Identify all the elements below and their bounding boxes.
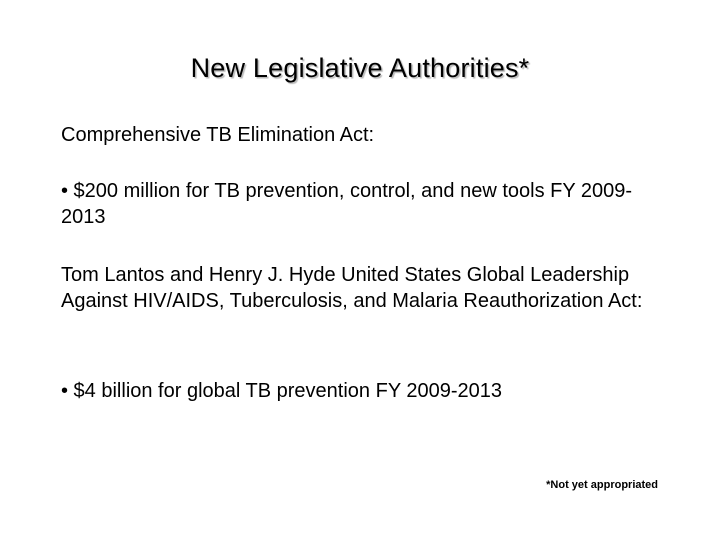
bullet-tb-funding: • $200 million for TB prevention, control, and new tools FY 2009-2013 <box>61 180 633 228</box>
slide-title: New Legislative Authorities* <box>190 53 530 83</box>
bullet-global-tb-funding: • $4 billion for global TB prevention FY 2009-2013 <box>61 380 502 402</box>
act-heading-tb-elimination: Comprehensive TB Elimination Act: <box>61 124 375 146</box>
footnote: *Not yet appropriated <box>546 479 658 491</box>
act-heading-lantos-hyde: Tom Lantos and Henry J. Hyde United States Global Leadership Against HIV/AIDS, Tuberculosis, and Malaria Reauthorization Act: <box>61 264 643 312</box>
